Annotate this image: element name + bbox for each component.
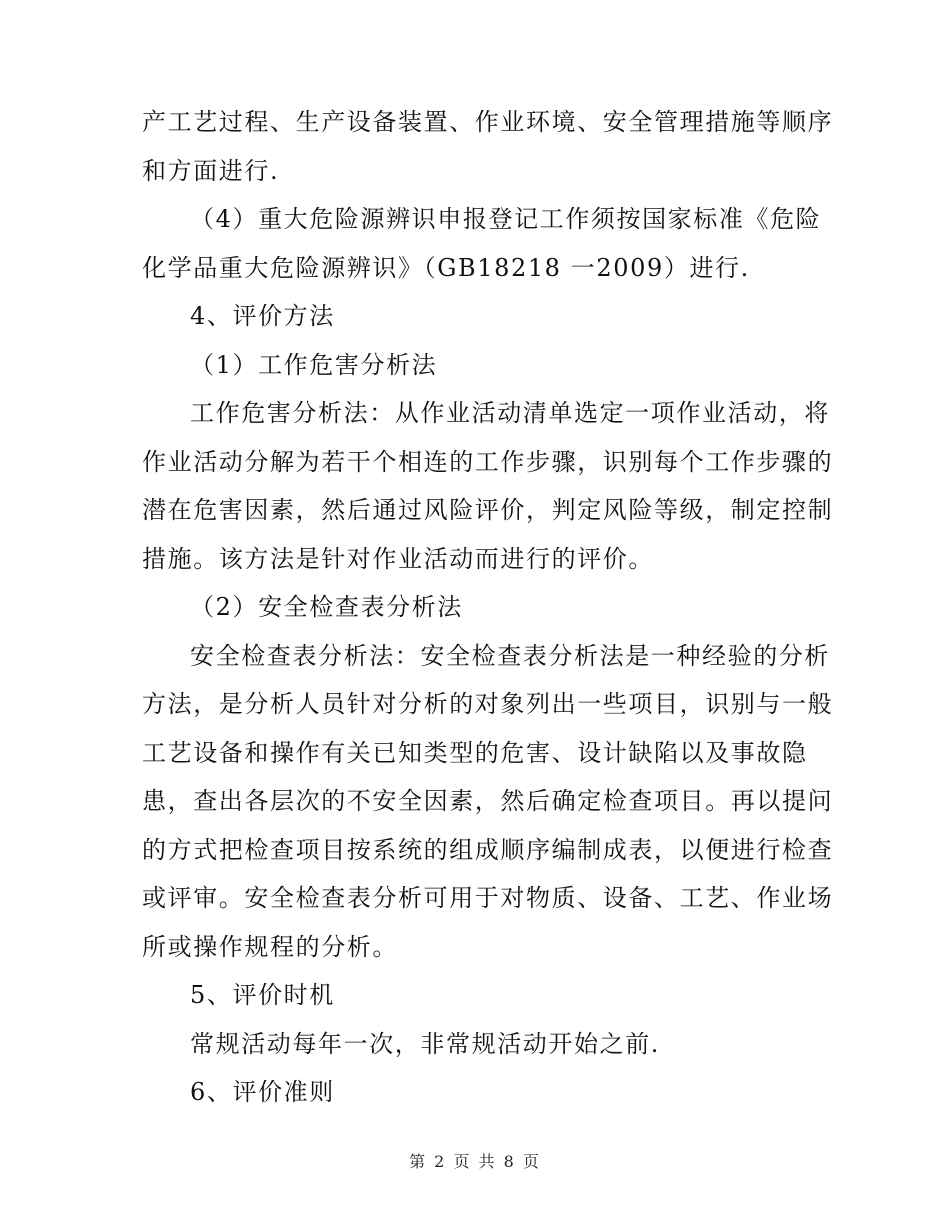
text-line: 工艺设备和操作有关已知类型的危害、设计缺陷以及事故隐 [142, 738, 808, 767]
text-line: 工作危害分析法：从作业活动清单选定一项作业活动，将 [190, 399, 830, 427]
subsection-heading: （1）工作危害分析法 [190, 350, 438, 379]
text-line: 患，查出各层次的不安全因素，然后确定检查项目。再以提问 [142, 787, 834, 815]
text-line: 的方式把检查项目按系统的组成顺序编制成表，以便进行检查 [142, 835, 834, 864]
subsection-heading: （2）安全检查表分析法 [190, 593, 463, 621]
text-line: 产工艺过程、生产设备装置、作业环境、安全管理措施等顺序 [142, 108, 834, 136]
document-body [142, 98, 834, 1117]
text-line: 化学品重大危险源辨识》（GB18218 一2009）进行. [142, 253, 750, 282]
text-line: 所或操作规程的分析。 [142, 932, 398, 961]
text-line: 安全检查表分析法：安全检查表分析法是一种经验的分析 [190, 641, 830, 670]
text-line: 潜在危害因素，然后通过风险评价，判定风险等级，制定控制 [142, 496, 834, 524]
section-heading: 6、评价准则 [190, 1078, 335, 1106]
text-line: 方法，是分析人员针对分析的对象列出一些项目，识别与一般 [142, 690, 834, 718]
section-heading: 4、评价方法 [190, 302, 335, 330]
page-number-footer: 第 2 页 共 8 页 [409, 1152, 541, 1171]
text-line: 措施。该方法是针对作业活动而进行的评价。 [142, 544, 654, 573]
text-line: 和方面进行. [142, 156, 280, 185]
text-line: （4）重大危险源辨识申报登记工作须按国家标准《危险 [190, 205, 822, 233]
text-line: 作业活动分解为若干个相连的工作步骤，识别每个工作步骤的 [142, 447, 834, 476]
section-heading: 5、评价时机 [190, 981, 335, 1009]
text-line: 常规活动每年一次，非常规活动开始之前. [190, 1029, 661, 1058]
text-line: 或评审。安全检查表分析可用于对物质、设备、工艺、作业场 [142, 884, 834, 912]
